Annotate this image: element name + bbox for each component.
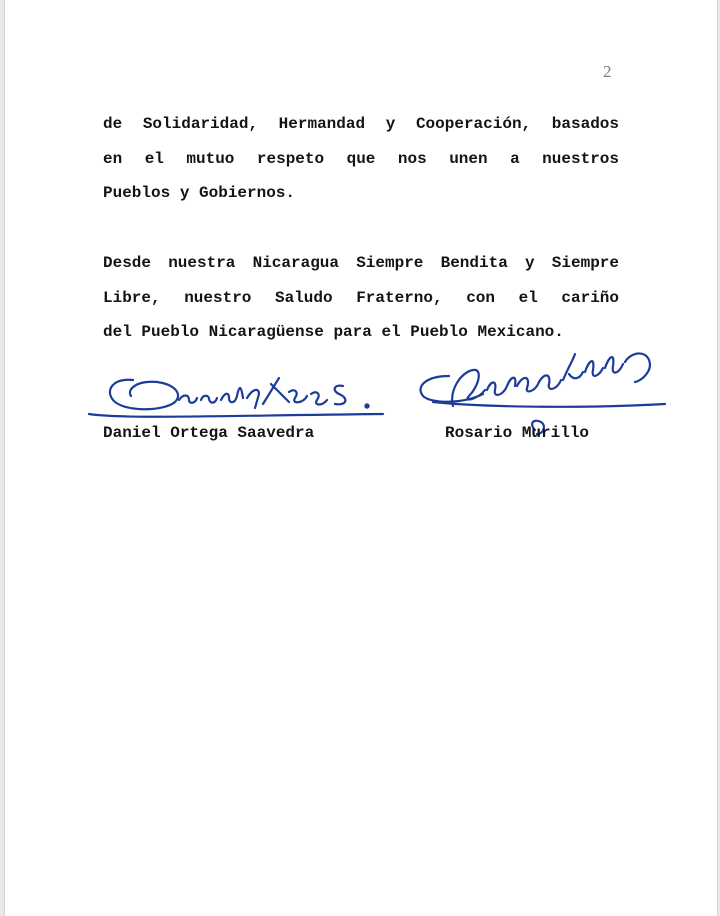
paragraph-greeting <box>103 246 619 350</box>
paragraph-line: en el mutuo respeto que nos unen a nuestros <box>103 149 619 168</box>
paragraph-line: de Solidaridad, Hermandad y Cooperación, basados <box>103 115 619 133</box>
document-page <box>4 0 718 916</box>
page-number: 2 <box>603 62 612 81</box>
paragraph-line: Desde nuestra Nicaragua Siempre Bendita y Siempre <box>103 254 619 272</box>
paragraph-solidarity <box>103 107 619 211</box>
signatory-name: Daniel Ortega Saavedra <box>103 424 315 442</box>
paragraph-line: Libre, nuestro Saludo Fraterno, con el cariño <box>103 288 619 307</box>
signatory-name: Rosario Murillo <box>445 424 590 442</box>
paragraph-line: del Pueblo Nicaragüense para el Pueblo Mexicano. <box>103 323 564 341</box>
paragraph-line: Pueblos y Gobiernos. <box>103 184 296 202</box>
